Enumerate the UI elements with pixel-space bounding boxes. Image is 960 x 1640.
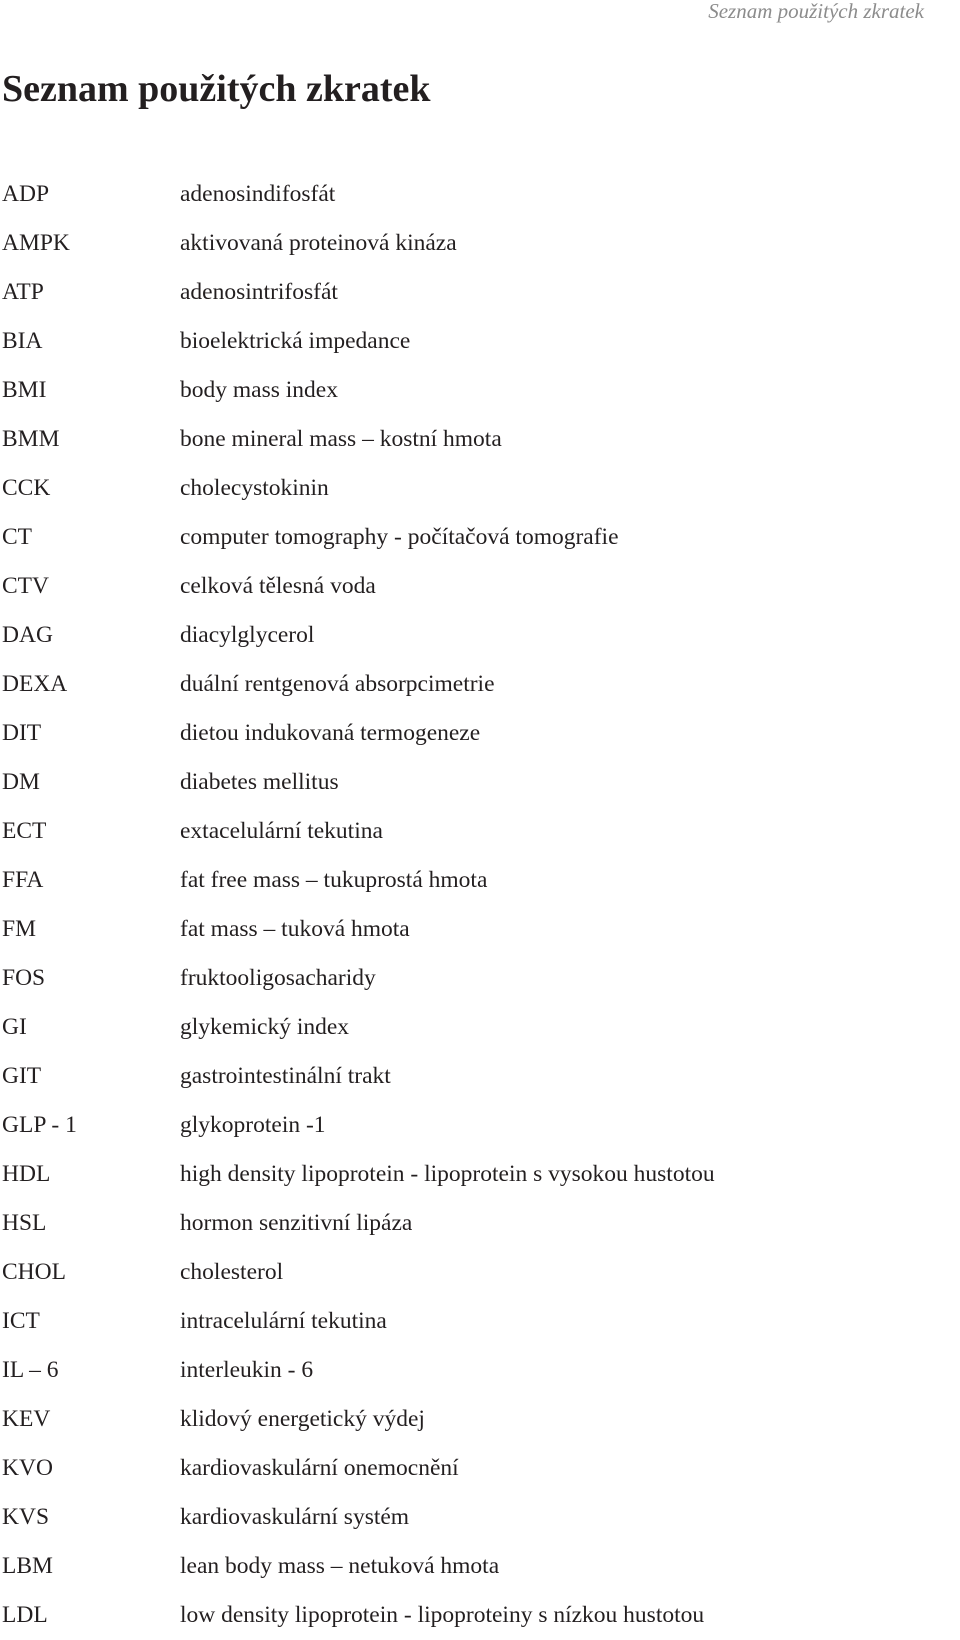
list-item: [0, 1248, 900, 1297]
list-item: [0, 1003, 900, 1052]
list-item: [0, 219, 900, 268]
abbreviation: KVO: [2, 1455, 53, 1481]
list-item: [0, 170, 900, 219]
list-item: [0, 1101, 900, 1150]
abbreviation-definition: gastrointestinální trakt: [180, 1063, 391, 1089]
list-item: [0, 268, 900, 317]
abbreviation-definition: bioelektrická impedance: [180, 328, 411, 354]
list-item: [0, 611, 900, 660]
abbreviation-definition: klidový energetický výdej: [180, 1406, 425, 1432]
abbreviation: FOS: [2, 965, 46, 991]
abbreviation: FFA: [2, 867, 44, 893]
abbreviation: DEXA: [2, 671, 68, 697]
abbreviation: GLP - 1: [2, 1112, 77, 1138]
list-item: [0, 1052, 900, 1101]
list-item: [0, 415, 900, 464]
abbreviation-definition: fat mass – tuková hmota: [180, 916, 410, 942]
abbreviation-definition: celková tělesná voda: [180, 573, 376, 599]
abbreviation-definition: cholecystokinin: [180, 475, 329, 501]
abbreviation-definition: duální rentgenová absorpcimetrie: [180, 671, 495, 697]
list-item: [0, 513, 900, 562]
list-item: [0, 856, 900, 905]
list-item: [0, 562, 900, 611]
abbreviation-definition: high density lipoprotein - lipoprotein s vysokou hustotou: [180, 1161, 715, 1187]
abbreviation: CCK: [2, 475, 51, 501]
list-item: [0, 660, 900, 709]
abbreviation-definition: low density lipoprotein - lipoproteiny s nízkou hustotou: [180, 1602, 705, 1628]
running-header: Seznam použitých zkratek: [708, 0, 924, 23]
abbreviation-definition: body mass index: [180, 377, 338, 403]
list-item: [0, 1150, 900, 1199]
abbreviation: HSL: [2, 1210, 47, 1236]
abbreviation: CHOL: [2, 1259, 66, 1285]
list-item: [0, 1395, 900, 1444]
abbreviation-definition: adenosintrifosfát: [180, 279, 338, 305]
abbreviation-definition: lean body mass – netuková hmota: [180, 1553, 500, 1579]
abbreviation-definition: kardiovaskulární systém: [180, 1504, 410, 1530]
abbreviation-definition: diabetes mellitus: [180, 769, 339, 795]
abbreviation: ICT: [2, 1308, 40, 1334]
abbreviation-definition: hormon senzitivní lipáza: [180, 1210, 413, 1236]
abbreviation-definition: fat free mass – tukuprostá hmota: [180, 867, 488, 893]
abbreviation: ATP: [2, 279, 44, 305]
abbreviation-definition: cholesterol: [180, 1259, 284, 1285]
abbreviation: BMM: [2, 426, 60, 452]
list-item: [0, 464, 900, 513]
list-item: [0, 317, 900, 366]
abbreviation: GI: [2, 1014, 27, 1040]
abbreviation-definition: fruktooligosacharidy: [180, 965, 376, 991]
abbreviation: LDL: [2, 1602, 48, 1628]
abbreviation: DM: [2, 769, 40, 795]
abbreviation: LBM: [2, 1553, 53, 1579]
list-item: [0, 1199, 900, 1248]
abbreviation: DAG: [2, 622, 53, 648]
abbreviation-definition: glykemický index: [180, 1014, 350, 1040]
abbreviation: HDL: [2, 1161, 51, 1187]
list-item: [0, 905, 900, 954]
abbreviation-definition: bone mineral mass – kostní hmota: [180, 426, 502, 452]
abbreviation-definition: computer tomography - počítačová tomografie: [180, 524, 619, 550]
list-item: [0, 709, 900, 758]
abbreviation: KEV: [2, 1406, 51, 1432]
abbreviation-definition: glykoprotein -1: [180, 1112, 326, 1138]
abbreviation: ECT: [2, 818, 47, 844]
abbreviation: AMPK: [2, 230, 70, 256]
abbreviation-list: [0, 170, 900, 1640]
list-item: [0, 366, 900, 415]
list-item: [0, 1542, 900, 1591]
abbreviation: GIT: [2, 1063, 42, 1089]
abbreviation: IL – 6: [2, 1357, 59, 1383]
list-item: [0, 807, 900, 856]
list-item: [0, 1346, 900, 1395]
abbreviation: KVS: [2, 1504, 50, 1530]
abbreviation: BIA: [2, 328, 43, 354]
abbreviation-definition: diacylglycerol: [180, 622, 315, 648]
list-item: [0, 954, 900, 1003]
abbreviation-definition: adenosindifosfát: [180, 181, 336, 207]
abbreviation: CT: [2, 524, 33, 550]
page-title: Seznam použitých zkratek: [2, 68, 431, 110]
abbreviation-definition: aktivovaná proteinová kináza: [180, 230, 457, 256]
abbreviation: DIT: [2, 720, 42, 746]
abbreviation: CTV: [2, 573, 49, 599]
list-item: [0, 1297, 900, 1346]
list-item: [0, 1493, 900, 1542]
abbreviation-definition: dietou indukovaná termogeneze: [180, 720, 481, 746]
abbreviation: FM: [2, 916, 36, 942]
abbreviation-definition: kardiovaskulární onemocnění: [180, 1455, 459, 1481]
abbreviation-definition: intracelulární tekutina: [180, 1308, 387, 1334]
abbreviation: BMI: [2, 377, 47, 403]
abbreviation: ADP: [2, 181, 50, 207]
list-item: [0, 758, 900, 807]
list-item: [0, 1444, 900, 1493]
abbreviation-definition: extacelulární tekutina: [180, 818, 383, 844]
abbreviation-definition: interleukin - 6: [180, 1357, 314, 1383]
list-item: [0, 1591, 900, 1640]
